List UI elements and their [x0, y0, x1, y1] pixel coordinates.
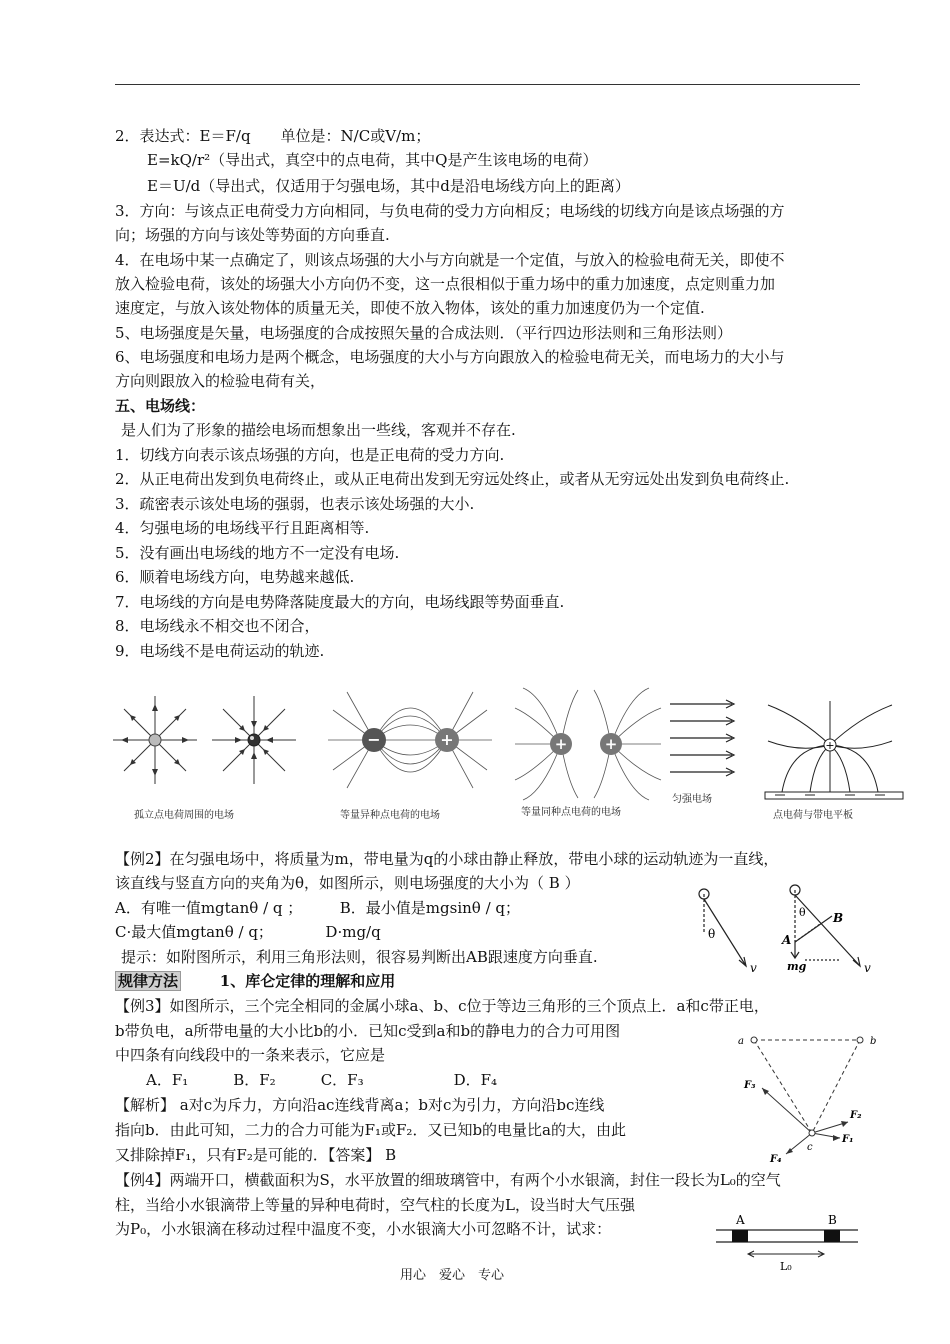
text-line: 中四条有向线段中的一条来表示，它应是	[115, 1046, 386, 1064]
text-line: 方向则跟放入的检验电荷有关，	[115, 372, 326, 390]
isolated-charge-field-a	[108, 690, 203, 790]
caption-same: 等量同种点电荷的电场	[521, 807, 621, 818]
text-line: 又排除掉F₁，只有F₂是可能的．【答案】 B	[115, 1146, 397, 1164]
L0-label: L₀	[780, 1260, 792, 1273]
page-footer: 用心 爱心 专心	[400, 1268, 505, 1283]
F4-label: F₄	[770, 1154, 782, 1165]
text-line: 指向b．由此可知，二力的合力可能为F₁或F₂．又已知b的电量比a的大，由此	[115, 1121, 626, 1139]
text-line: 3．方向：与该点正电荷受力方向相同，与负电荷的受力方向相反；电场线的切线方向是该点场强的方	[115, 202, 785, 220]
text-line: 5．没有画出电场线的地方不一定没有电场.	[115, 544, 400, 562]
F1-label: F₁	[842, 1134, 854, 1145]
text-line: 2．从正电荷出发到负电荷终止，或从正电荷出发到无穷远处终止，或者从无穷远处出发到负电荷终止.	[115, 470, 790, 488]
text-line: 【解析】 a对c为斥力，方向沿ac连线背离a；b对c为引力，方向沿bc连线	[115, 1096, 605, 1114]
text-line: 4．匀强电场的电场线平行且距离相等.	[115, 519, 370, 537]
point-a-label: a	[738, 1036, 744, 1047]
example4-tube-figure	[712, 1208, 862, 1276]
point-A-label: A	[782, 933, 792, 947]
example2-figure	[690, 880, 880, 980]
text-line	[115, 970, 395, 992]
theta-label: θ	[708, 927, 716, 941]
theta-label: θ	[799, 906, 806, 919]
text-line: 是人们为了形象的描绘电场而想象出一些线，客观并不存在.	[121, 421, 516, 439]
same-charges-field	[513, 686, 663, 802]
text-line: 5、电场强度是矢量，电场强度的合成按照矢量的合成法则．（平行四边形法则和三角形法则）	[115, 324, 733, 342]
text-line: A．F₁ B．F₂ C．F₃ D．F₄	[146, 1071, 498, 1089]
text-line: 【例2】在匀强电场中，将质量为m，带电量为q的小球由静止释放，带电小球的运动轨迹为一直线，	[115, 850, 779, 868]
section-heading: 1、库仑定律的理解和应用	[219, 972, 396, 990]
text-line: 2．表达式：E＝F/q 单位是：N/C或V/m；	[115, 127, 431, 145]
text-line: 3．疏密表示该处电场的强弱，也表示该处场强的大小.	[115, 495, 475, 513]
F3-label: F₃	[744, 1080, 756, 1091]
text-line: 6．顺着电场线方向，电势越来越低.	[115, 568, 355, 586]
minus-sign: −	[367, 730, 381, 749]
caption-uniform: 匀强电场	[672, 794, 712, 805]
point-c-label: c	[807, 1142, 813, 1153]
F2-label: F₂	[850, 1110, 862, 1121]
velocity-label: v	[750, 961, 757, 975]
text-line: 【例4】两端开口，横截面积为S，水平放置的细玻璃管中，有两个小水银滴，封住一段长为L₀的空气	[115, 1171, 781, 1189]
uniform-field	[668, 698, 738, 783]
point-B-label: B	[833, 911, 844, 925]
caption-opposite: 等量异种点电荷的电场	[340, 810, 440, 821]
text-line: 放入检验电荷，该处的场强大小方向仍不变，这一点很相似于重力场中的重力加速度，点定则重力加	[115, 275, 776, 293]
method-tag: 规律方法	[115, 971, 181, 991]
text-line: C·最大值mgtanθ / q； D·mg/q	[115, 923, 381, 941]
text-line: 【例3】如图所示，三个完全相同的金属小球a、b、c位于等边三角形的三个顶点上．a和c带正电，	[115, 997, 769, 1015]
isolated-charge-field-b	[207, 690, 302, 790]
text-line: 提示：如附图所示，利用三角形法则，很容易判断出AB跟速度方向垂直.	[121, 948, 598, 966]
tube-A-label: A	[736, 1213, 745, 1227]
point-b-label: b	[870, 1036, 877, 1047]
text-line: 6、电场强度和电场力是两个概念，电场强度的大小与方向跟放入的检验电荷无关，而电场力的大小与	[115, 348, 785, 366]
mg-label: mg	[787, 960, 807, 973]
text-line: 为P₀，小水银滴在移动过程中温度不变，小水银滴大小可忽略不计，试求：	[115, 1220, 612, 1238]
caption-isolated: 孤立点电荷周围的电场	[134, 810, 234, 821]
opposite-charges-field	[325, 688, 495, 806]
text-line: E＝U/d（导出式，仅适用于匀强电场，其中d是沿电场线方向上的距离）	[147, 177, 630, 195]
text-line: 9．电场线不是电荷运动的轨迹.	[115, 642, 325, 660]
tube-B-label: B	[828, 1213, 837, 1227]
example3-figure	[732, 1030, 892, 1165]
charge-and-plate-field	[760, 697, 910, 805]
plus-sign: +	[554, 735, 568, 753]
text-line: A．有唯一值mgtanθ / q ； B．最小值是mgsinθ / q；	[115, 899, 521, 917]
caption-plate: 点电荷与带电平板	[773, 810, 853, 821]
velocity-label: v	[864, 961, 871, 975]
plus-sign: +	[440, 730, 454, 749]
text-line: 7．电场线的方向是电势降落陡度最大的方向，电场线跟等势面垂直.	[115, 593, 565, 611]
text-line: 该直线与竖直方向的夹角为θ，如图所示，则电场强度的大小为（ B ）	[115, 874, 580, 892]
text-line: 1．切线方向表示该点场强的方向，也是正电荷的受力方向.	[115, 446, 505, 464]
text-line: 4．在电场中某一点确定了，则该点场强的大小与方向就是一个定值，与放入的检验电荷无关，即使不	[115, 251, 785, 269]
header-rule	[115, 84, 860, 85]
text-line: b带负电，a所带电量的大小比b的小．已知c受到a和b的静电力的合力可用图	[115, 1022, 621, 1040]
plus-sign: +	[825, 739, 835, 752]
text-line: E=kQ/r²（导出式，真空中的点电荷，其中Q是产生该电场的电荷）	[147, 151, 598, 169]
plus-sign: +	[604, 735, 618, 753]
text-line: 向；场强的方向与该处等势面的方向垂直.	[115, 226, 390, 244]
text-line: 柱，当给小水银滴带上等量的异种电荷时，空气柱的长度为L，设当时大气压强	[115, 1196, 635, 1214]
section-heading: 五、电场线：	[115, 397, 206, 415]
text-line: 8．电场线永不相交也不闭合，	[115, 617, 320, 635]
text-line: 速度定，与放入该处物体的质量无关，即使不放入物体，该处的重力加速度仍为一个定值.	[115, 299, 705, 317]
